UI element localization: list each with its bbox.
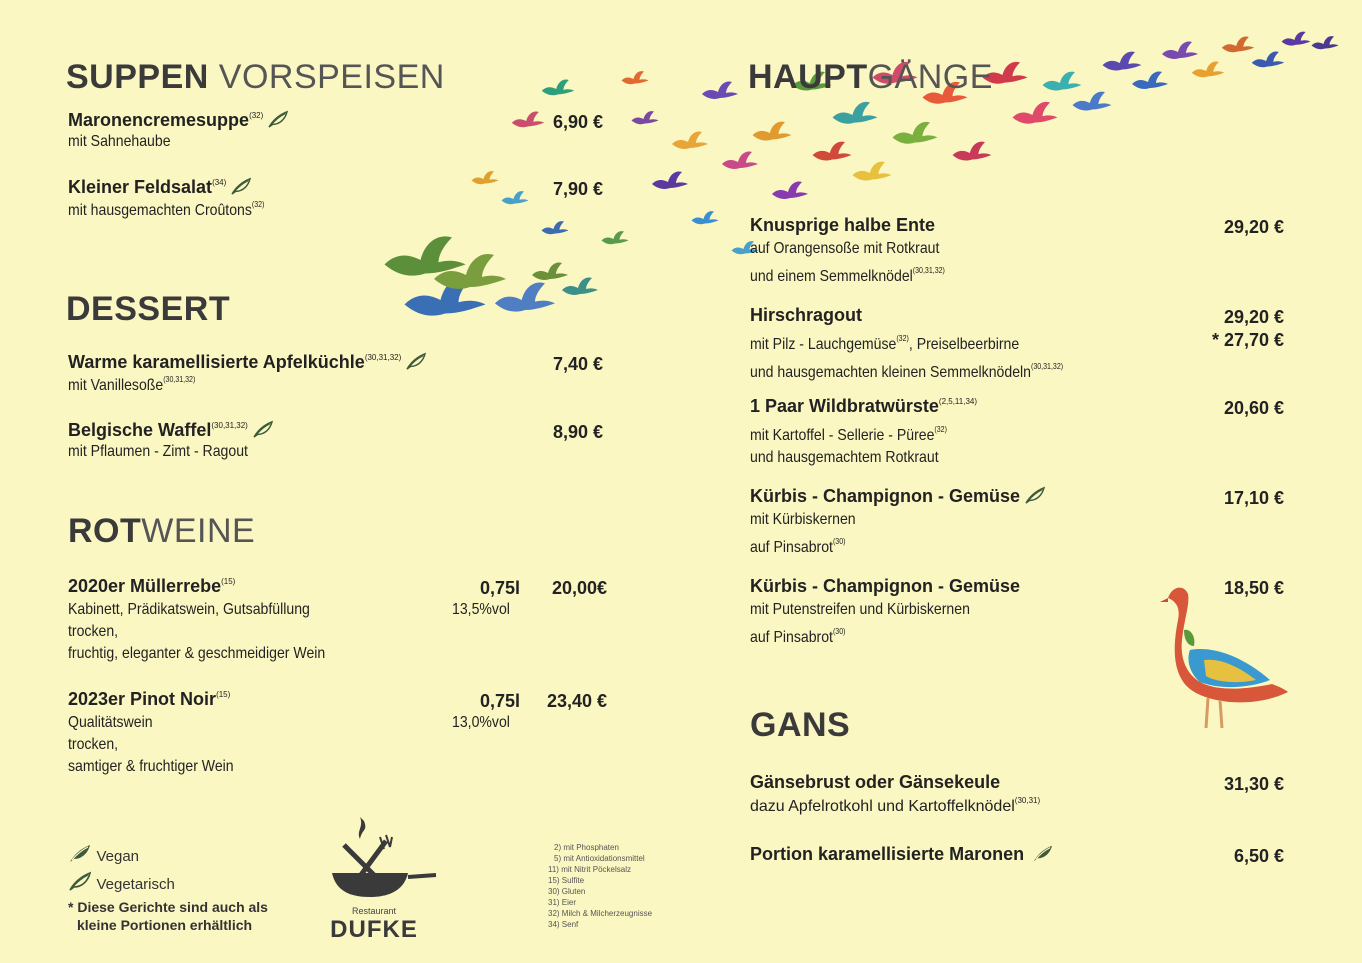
dish-description: dazu Apfelrotkohl und Kartoffelknödel <box>750 798 1015 815</box>
menu-item <box>68 420 274 461</box>
dish-name: Maronencremesuppe <box>68 110 250 130</box>
dish-name: Kürbis - Champignon - Gemüse <box>750 486 1021 506</box>
allergen-codes: (30) <box>832 537 846 546</box>
dish-name: Kürbis - Champignon - Gemüse <box>750 576 1021 596</box>
dish-description: mit hausgemachten Croûtons <box>68 202 252 219</box>
allergen-entry: 2) mit Phosphaten <box>554 843 619 852</box>
allergen-codes: (32) <box>251 200 265 209</box>
dish-price: 8,90 € <box>552 422 603 442</box>
allergen-entry: 11) mit Nitrit Pöckelsalz <box>548 865 631 874</box>
menu-item <box>750 844 1054 865</box>
allergen-codes: (34) <box>212 178 227 187</box>
dish-description: mit Sahnehaube <box>68 133 171 150</box>
dish-description: mit Putenstreifen und Kürbiskernen <box>750 601 970 618</box>
allergen-legend <box>548 842 652 930</box>
section-heading-rotweine <box>68 512 255 551</box>
dish-name: Kleiner Feldsalat <box>68 177 213 197</box>
wine-alcohol: 13,5%vol <box>452 601 510 618</box>
allergen-entry: 30) Gluten <box>548 887 586 896</box>
vegetarian-leaf-icon <box>267 110 289 128</box>
dish-price: 6,50 € <box>1233 846 1284 866</box>
allergen-codes: (15) <box>221 577 236 586</box>
menu-item <box>68 110 289 151</box>
wine-name: 2023er Pinot Noir <box>68 689 217 709</box>
allergen-codes: (30) <box>832 627 846 636</box>
heading-bold: SUPPEN <box>66 58 209 96</box>
logo-icon <box>304 815 444 901</box>
allergen-codes: (32) <box>896 334 909 343</box>
dish-description: auf Orangensoße mit Rotkraut <box>750 240 940 257</box>
dish-description: mit Vanillesoße <box>68 377 164 394</box>
allergen-codes: (15) <box>216 690 231 699</box>
dish-name: Knusprige halbe Ente <box>750 215 936 235</box>
heading-bold: HAUPT <box>748 58 868 96</box>
allergen-codes: (30,31,32) <box>364 353 402 362</box>
vegetarian-leaf-icon <box>405 352 427 370</box>
dish-description: auf Pinsabrot <box>750 629 833 646</box>
logo-subtitle: Restaurant <box>351 906 397 916</box>
vegetarian-leaf-icon <box>1024 486 1046 504</box>
menu-item <box>68 352 427 395</box>
dish-name: Warme karamellisierte Apfelküchle <box>68 352 365 372</box>
dish-name: 1 Paar Wildbratwürste <box>750 396 939 416</box>
dish-description: und einem Semmelknödel <box>750 268 913 285</box>
allergen-codes: (30,31) <box>1014 796 1041 805</box>
vegan-leaf-icon <box>68 843 92 863</box>
heading-bold: DESSERT <box>66 290 231 328</box>
dish-name: Hirschragout <box>750 305 863 325</box>
dish-price: 29,20 € <box>1223 217 1284 237</box>
menu-item <box>750 215 971 288</box>
dish-description: auf Pinsabrot <box>750 539 833 556</box>
logo-title: DUFKE <box>330 916 418 943</box>
allergen-codes: (32) <box>934 425 947 434</box>
allergen-entry: 34) Senf <box>548 920 579 929</box>
section-heading-hauptgaenge <box>748 58 993 97</box>
goose-illustration <box>1160 580 1290 730</box>
allergen-entry: 32) Milch & Milcherzeugnisse <box>548 909 653 918</box>
menu-item <box>68 177 291 220</box>
dish-price: 18,50 € <box>1223 578 1284 598</box>
heading-light: VORSPEISEN <box>208 58 445 96</box>
menu-item <box>750 305 1106 384</box>
menu-item <box>750 486 1046 559</box>
wine-alcohol: 13,0%vol <box>452 714 510 731</box>
dish-description: mit Kürbiskernen <box>750 511 856 528</box>
small-portions-note <box>68 898 268 934</box>
dish-price: 20,60 € <box>1223 398 1284 418</box>
menu-item <box>750 396 977 469</box>
dish-price: 7,90 € <box>552 179 603 199</box>
section-heading-gans <box>750 706 850 745</box>
wine-item <box>68 576 360 665</box>
dish-name: Belgische Waffel <box>68 420 212 440</box>
allergen-codes: (30,31,32) <box>163 375 196 384</box>
dish-description: und hausgemachtem Rotkraut <box>750 449 939 466</box>
legend-vegetarian: Vegetarisch <box>96 876 175 893</box>
vegetarian-leaf-icon <box>68 871 92 891</box>
allergen-entry: 15) Sulfite <box>548 876 585 885</box>
wine-description-line: trocken, <box>68 623 119 640</box>
wine-price: 20,00€ <box>551 578 607 598</box>
dish-price: 17,10 € <box>1223 488 1284 508</box>
section-heading-dessert <box>66 290 230 329</box>
dish-description: mit Kartoffel - Sellerie - Püree <box>750 427 935 444</box>
dish-name: Portion karamellisierte Maronen <box>750 844 1025 864</box>
heading-light: GÄNGE <box>867 58 993 96</box>
dish-price: 29,20 € <box>1223 307 1284 327</box>
wine-volume: 0,75l <box>479 578 520 598</box>
heading-light: WEINE <box>141 512 256 550</box>
wine-item <box>68 689 256 778</box>
wine-description-line: trocken, <box>68 736 119 753</box>
vegetarian-leaf-icon <box>252 420 274 438</box>
allergen-codes: (32) <box>249 111 264 120</box>
wine-description-line: Qualitätswein <box>68 714 153 731</box>
heading-bold: ROT <box>68 512 142 550</box>
dish-name: Gänsebrust oder Gänsekeule <box>750 772 1001 792</box>
dish-price: 31,30 € <box>1223 774 1284 794</box>
dish-description: mit Pflaumen - Zimt - Ragout <box>68 443 248 460</box>
wine-description-line: fruchtig, eleganter & geschmeidiger Wein <box>68 645 326 662</box>
menu-item <box>750 576 1020 649</box>
allergen-codes: (30,31,32) <box>1031 362 1064 371</box>
vegan-leaf-icon <box>1032 844 1054 862</box>
wine-name: 2020er Müllerrebe <box>68 576 222 596</box>
heading-bold: GANS <box>750 706 851 744</box>
wine-description-line: samtiger & fruchtiger Wein <box>68 758 234 775</box>
allergen-codes: (2,5,11,34) <box>938 397 978 406</box>
wine-description-line: Kabinett, Prädikatswein, Gutsabfüllung <box>68 601 310 618</box>
menu-item <box>750 772 1040 816</box>
vegetarian-leaf-icon <box>230 177 252 195</box>
allergen-codes: (30,31,32) <box>912 266 945 275</box>
note-line: kleine Portionen erhältlich <box>77 917 253 933</box>
wine-volume: 0,75l <box>479 691 520 711</box>
dish-price-small-portion: * 27,70 € <box>1211 330 1284 350</box>
section-heading-suppen <box>66 58 445 97</box>
wine-price: 23,40 € <box>546 691 607 711</box>
legend-vegan: Vegan <box>96 848 139 865</box>
dish-price: 6,90 € <box>552 112 603 132</box>
legend <box>68 843 175 897</box>
dish-description: und hausgemachten kleinen Semmelknödeln <box>750 364 1032 381</box>
note-line: * Diese Gerichte sind auch als <box>68 899 268 915</box>
dish-description: mit Pilz - Lauchgemüse <box>750 336 897 353</box>
allergen-entry: 5) mit Antioxidationsmittel <box>554 854 645 863</box>
allergen-entry: 31) Eier <box>548 898 577 907</box>
allergen-codes: (30,31,32) <box>211 421 248 430</box>
restaurant-logo <box>304 815 444 944</box>
dish-price: 7,40 € <box>552 354 603 374</box>
dish-description-suffix: , Preiselbeerbirne <box>908 336 1020 353</box>
